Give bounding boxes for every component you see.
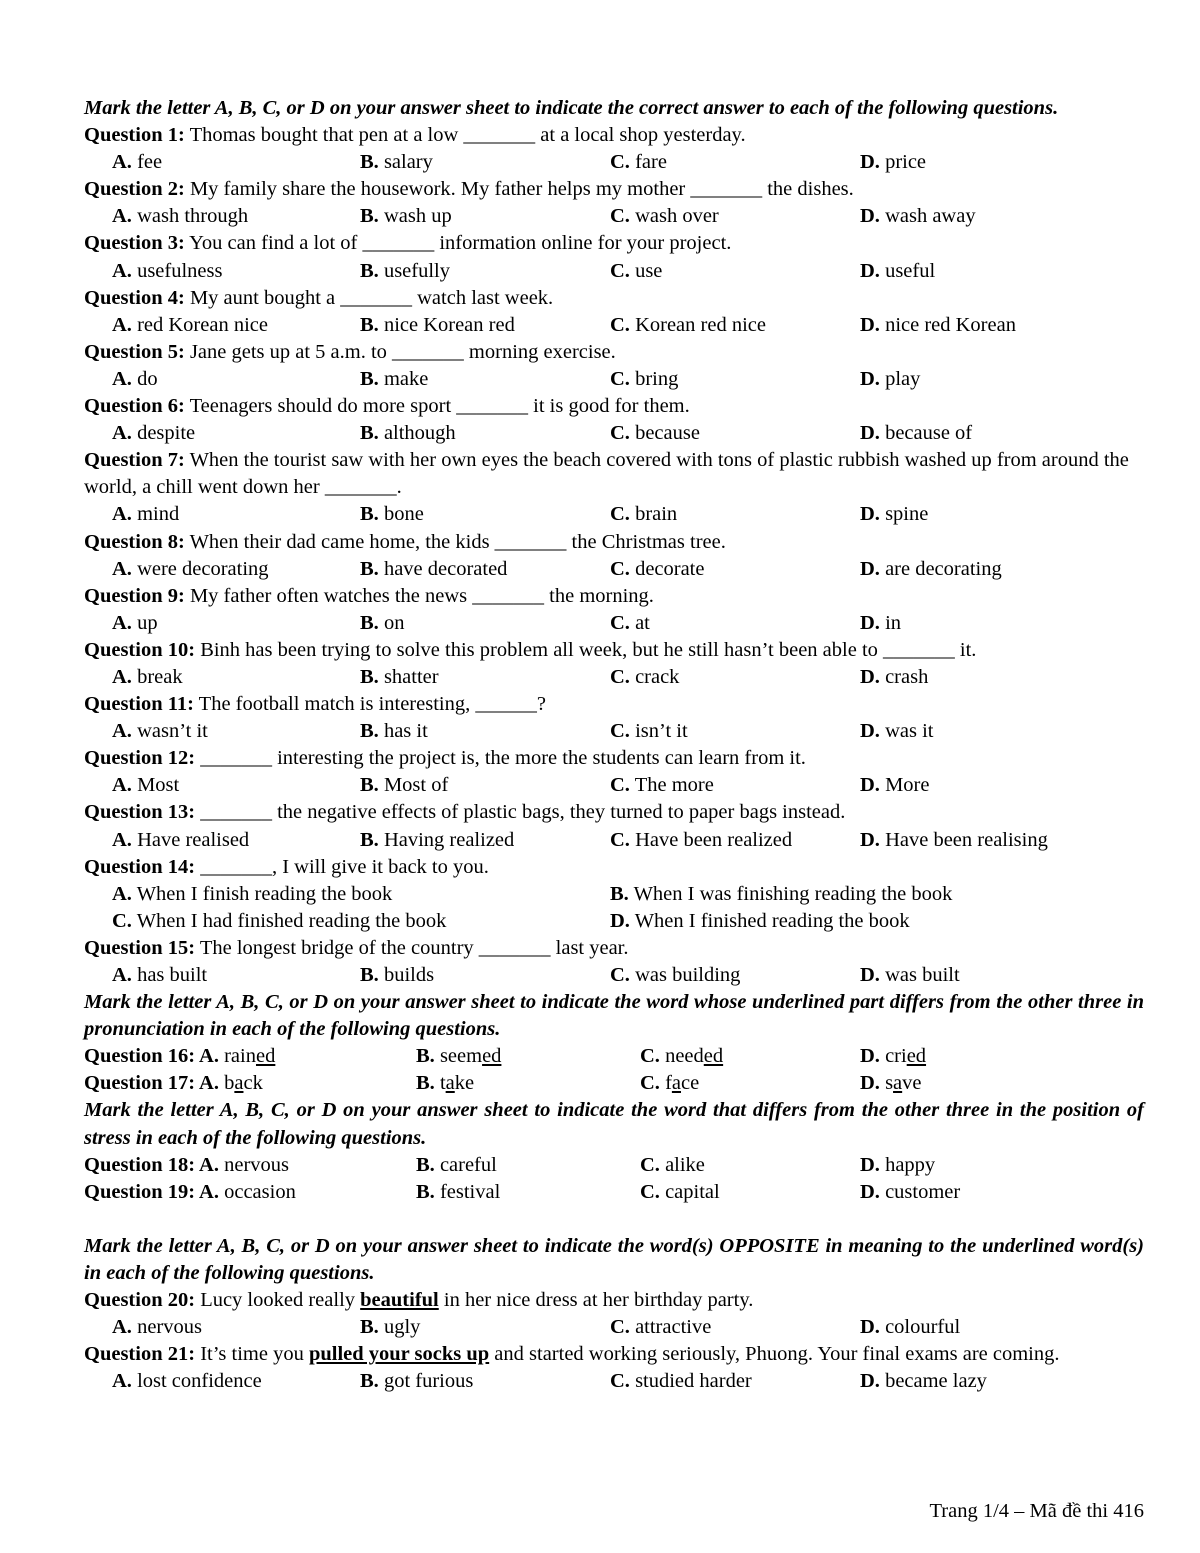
option-letter: C.: [112, 909, 132, 932]
question-text: My family share the housework. My father helps my mother _______ the dishes.: [184, 178, 854, 201]
option-b: B. salary: [360, 151, 433, 174]
option-letter: A.: [112, 665, 132, 688]
stress-row: [84, 1152, 1144, 1179]
option-letter: B.: [416, 1153, 435, 1176]
question-stem: Question 20: Lucy looked really beautiful in her nice dress at her birthday party.: [84, 1289, 754, 1312]
question-label: Question 12:: [84, 747, 196, 770]
question-label: Question 13:: [84, 801, 196, 824]
question-stem: [84, 854, 1144, 881]
option-letter: C.: [610, 313, 630, 336]
option-a: A. has built: [112, 964, 208, 986]
option-b: B. nice Korean red: [360, 313, 515, 336]
question-label: Question 15:: [84, 936, 196, 959]
option-letter: D.: [860, 1180, 880, 1203]
option-d: D. nice red Korean: [860, 313, 1016, 336]
option-letter: B.: [360, 774, 379, 797]
option-d: D. became lazy: [860, 1370, 987, 1393]
option-c: C. isn’t it: [610, 720, 688, 743]
options-row: [84, 501, 1144, 528]
option-a: A. despite: [112, 422, 196, 445]
option-letter: D.: [860, 611, 880, 634]
option-letter: D.: [860, 367, 880, 390]
question-text: Jane gets up at 5 a.m. to _______ morning exercise.: [184, 340, 616, 363]
option-letter: D.: [860, 1153, 880, 1176]
option-b: B. although: [360, 422, 456, 445]
option-c: C. Have been realized: [610, 828, 793, 851]
question-label: Question 2:: [84, 178, 185, 201]
option-a: A. red Korean nice: [112, 313, 268, 336]
option-letter: A.: [112, 367, 132, 390]
options-row: [84, 556, 1144, 583]
option-a: Question 19: A. occasion: [84, 1180, 296, 1203]
option-d: D. colourful: [860, 1316, 961, 1339]
option-letter: A.: [112, 151, 132, 174]
question-text: My father often watches the news _______ the morning.: [184, 584, 654, 607]
option-letter: B.: [360, 1316, 379, 1339]
option-letter: A.: [112, 1316, 132, 1339]
option-letter: B.: [360, 720, 379, 743]
question-text: The longest bridge of the country _______ last year.: [195, 936, 629, 959]
option-b: B. Most of: [360, 774, 449, 797]
option-d: D. save: [860, 1072, 922, 1095]
underlined-part: ed: [703, 1045, 724, 1068]
option-d: D. was built: [860, 964, 960, 986]
option-c: C. studied harder: [610, 1370, 752, 1393]
option-c: C. capital: [640, 1180, 720, 1203]
option-letter: B.: [360, 205, 379, 228]
options-row: [84, 827, 1144, 854]
option-c: C. The more: [610, 774, 714, 797]
option-letter: C.: [610, 828, 630, 851]
underlined-part: ed: [255, 1045, 276, 1068]
instruction-4: Mark the letter A, B, C, or D on your answer sheet to indicate the word(s) OPPOSITE in meaning to the underlined word(s) in each of the following questions.: [84, 1234, 1144, 1284]
question-label: Question 7:: [84, 449, 185, 472]
option-c: C. decorate: [610, 557, 705, 580]
option-d: D. cried: [860, 1045, 927, 1068]
option-letter: A.: [112, 557, 132, 580]
option-letter: D.: [860, 665, 880, 688]
options-row: [84, 772, 1144, 799]
option-d: D. spine: [860, 503, 929, 526]
underlined-phrase: beautiful: [360, 1289, 439, 1312]
option-a: A. nervous: [112, 1316, 202, 1339]
option-letter: A.: [112, 720, 132, 743]
instruction-1: Mark the letter A, B, C, or D on your answer sheet to indicate the correct answer to each of the following questions.: [84, 97, 1059, 119]
question-text: When their dad came home, the kids _______ the Christmas tree.: [184, 530, 726, 553]
option-letter: C.: [610, 720, 630, 743]
option-letter: D.: [860, 557, 880, 580]
question-stem: [84, 176, 1144, 203]
option-b: B. shatter: [360, 665, 439, 688]
option-c: C. was building: [610, 964, 741, 986]
option-d: D. crash: [860, 665, 929, 688]
option-a: A. wash through: [112, 205, 249, 228]
option-d: D. When I finished reading the book: [610, 909, 910, 932]
option-letter: C.: [610, 557, 630, 580]
option-a: A. were decorating: [112, 557, 269, 580]
underlined-part: ed: [906, 1045, 927, 1068]
stress-section: [84, 1152, 1144, 1206]
question-label: Question 6:: [84, 395, 185, 418]
option-b: B. bone: [360, 503, 424, 526]
underlined-part: a: [893, 1072, 903, 1095]
option-letter: A.: [112, 422, 132, 445]
option-a: A. wasn’t it: [112, 720, 208, 743]
options-row: [84, 962, 1144, 989]
option-letter: C.: [640, 1072, 660, 1095]
option-b: B. careful: [416, 1153, 497, 1176]
question-text: Thomas bought that pen at a low _______ at a local shop yesterday.: [184, 124, 746, 147]
option-b: B. have decorated: [360, 557, 508, 580]
option-a: Question 18: A. nervous: [84, 1153, 290, 1176]
option-a: A. usefulness: [112, 259, 223, 282]
option-letter: A.: [112, 964, 132, 986]
question-text: My aunt bought a _______ watch last week.: [184, 286, 554, 309]
option-letter: D.: [860, 1045, 880, 1068]
question-text: _______ the negative effects of plastic bags, they turned to paper bags instead.: [195, 801, 846, 824]
options-row: [84, 718, 1144, 745]
option-b: B. When I was finishing reading the book: [610, 882, 953, 905]
option-d: D. happy: [860, 1153, 936, 1176]
option-letter: A.: [112, 259, 132, 282]
question-label: Question 19: A.: [84, 1180, 219, 1203]
options-row: [84, 664, 1144, 691]
question-text: You can find a lot of _______ information online for your project.: [184, 232, 732, 255]
option-letter: D.: [860, 1370, 880, 1393]
option-letter: B.: [360, 367, 379, 390]
option-letter: D.: [860, 964, 880, 986]
options-row: [84, 881, 1144, 908]
option-letter: B.: [416, 1180, 435, 1203]
option-a: A. When I finish reading the book: [112, 882, 393, 905]
option-letter: B.: [360, 259, 379, 282]
options-row: [84, 203, 1144, 230]
option-b: B. on: [360, 611, 405, 634]
option-letter: B.: [360, 557, 379, 580]
option-letter: C.: [610, 151, 630, 174]
options-row: [84, 366, 1144, 393]
question-stem: [84, 339, 1144, 366]
option-c: C. Korean red nice: [610, 313, 766, 336]
option-b: B. got furious: [360, 1370, 474, 1393]
option-letter: A.: [112, 882, 132, 905]
option-c: C. use: [610, 259, 663, 282]
option-c: C. crack: [610, 665, 680, 688]
section-gap: [84, 1206, 1144, 1233]
option-c: C. needed: [640, 1045, 724, 1068]
option-letter: B.: [360, 503, 379, 526]
option-b: B. Having realized: [360, 828, 515, 851]
option-b: B. usefully: [360, 259, 450, 282]
option-d: D. was it: [860, 720, 934, 743]
option-letter: C.: [610, 259, 630, 282]
option-d: D. price: [860, 151, 927, 174]
pronunciation-section: [84, 1043, 1144, 1097]
question-label: Question 16: A.: [84, 1045, 219, 1068]
options-row: [84, 149, 1144, 176]
underlined-part: a: [671, 1072, 681, 1095]
question-label: Question 8:: [84, 530, 185, 553]
question-label: Question 20:: [84, 1289, 196, 1312]
option-a: A. break: [112, 665, 183, 688]
option-c: C. because: [610, 422, 700, 445]
option-letter: C.: [640, 1180, 660, 1203]
option-letter: D.: [860, 205, 880, 228]
option-letter: A.: [112, 1370, 132, 1393]
option-d: D. play: [860, 367, 921, 390]
opposite-section: [84, 1287, 1144, 1395]
option-a: Question 16: A. rained: [84, 1045, 276, 1068]
question-label: Question 21:: [84, 1343, 196, 1366]
option-a: A. mind: [112, 503, 180, 526]
option-b: B. make: [360, 367, 429, 390]
question-text: _______, I will give it back to you.: [195, 855, 489, 878]
option-d: D. Have been realising: [860, 828, 1048, 851]
question-text: The football match is interesting, ______?: [193, 693, 546, 716]
pronunciation-row: [84, 1043, 1144, 1070]
option-letter: C.: [610, 1316, 630, 1339]
option-letter: A.: [112, 503, 132, 526]
option-c: C. bring: [610, 367, 679, 390]
option-letter: C.: [610, 774, 630, 797]
options-row: [84, 312, 1144, 339]
option-letter: C.: [610, 964, 630, 986]
option-letter: D.: [860, 151, 880, 174]
stress-row: [84, 1179, 1144, 1206]
option-c: C. wash over: [610, 205, 719, 228]
option-a: A. fee: [112, 151, 163, 174]
question-label: Question 4:: [84, 286, 185, 309]
question-text: When the tourist saw with her own eyes the beach covered with tons of plastic rubbish washed up from around the world, a chill went down her _______.: [84, 449, 1129, 499]
option-letter: B.: [360, 313, 379, 336]
question-stem: [84, 285, 1144, 312]
option-letter: C.: [610, 367, 630, 390]
question-stem: [84, 529, 1144, 556]
option-letter: D.: [860, 313, 880, 336]
question-label: Question 1:: [84, 124, 185, 147]
option-letter: C.: [640, 1153, 660, 1176]
option-letter: D.: [860, 503, 880, 526]
option-letter: C.: [610, 422, 630, 445]
question-label: Question 9:: [84, 584, 185, 607]
question-stem: [84, 637, 1144, 664]
question-stem: [84, 230, 1144, 257]
option-d: D. are decorating: [860, 557, 1002, 580]
option-b: B. take: [416, 1072, 475, 1095]
option-letter: A.: [112, 611, 132, 634]
pronunciation-row: [84, 1070, 1144, 1097]
option-a: A. up: [112, 611, 158, 634]
option-letter: A.: [112, 828, 132, 851]
option-letter: D.: [610, 909, 630, 932]
question-stem: [84, 393, 1144, 420]
option-letter: D.: [860, 828, 880, 851]
question-text: Teenagers should do more sport _______ it is good for them.: [184, 395, 690, 418]
options-row: [84, 908, 1144, 935]
option-d: D. useful: [860, 259, 936, 282]
underlined-part: a: [445, 1072, 455, 1095]
question-stem: [84, 122, 1144, 149]
option-letter: B.: [360, 828, 379, 851]
option-letter: A.: [112, 205, 132, 228]
option-c: C. attractive: [610, 1316, 712, 1339]
question-stem: [84, 935, 1144, 962]
option-letter: D.: [860, 422, 880, 445]
exam-page: [84, 95, 1144, 1395]
option-d: D. because of: [860, 422, 973, 445]
question-stem: Question 21: It’s time you pulled your socks up and started working seriously, Phuong. Your final exams are coming.: [84, 1343, 1060, 1366]
question-label: Question 10:: [84, 638, 196, 661]
mcq-section: [84, 122, 1144, 989]
option-letter: C.: [610, 665, 630, 688]
underlined-part: a: [234, 1072, 244, 1095]
option-letter: C.: [610, 1370, 630, 1393]
question-label: Question 11:: [84, 693, 194, 716]
option-d: D. in: [860, 611, 902, 634]
options-row: [84, 610, 1144, 637]
option-a: Question 17: A. back: [84, 1072, 263, 1095]
option-a: A. Most: [112, 774, 180, 797]
option-b: B. wash up: [360, 205, 452, 228]
option-letter: A.: [112, 774, 132, 797]
option-b: B. has it: [360, 720, 428, 743]
question-stem: [84, 447, 1144, 501]
option-c: C. face: [640, 1072, 700, 1095]
option-letter: B.: [360, 151, 379, 174]
option-c: C. brain: [610, 503, 678, 526]
option-letter: B.: [360, 964, 379, 986]
option-letter: B.: [360, 665, 379, 688]
options-row: [84, 258, 1144, 285]
option-letter: B.: [610, 882, 629, 905]
instruction-2: Mark the letter A, B, C, or D on your answer sheet to indicate the word whose underlined part differs from the other three in pronunciation in each of the following questions.: [84, 991, 1144, 1041]
option-b: B. seemed: [416, 1045, 502, 1068]
option-c: C. fare: [610, 151, 667, 174]
option-a: A. lost confidence: [112, 1370, 262, 1393]
option-b: B. ugly: [360, 1316, 421, 1339]
option-letter: B.: [416, 1072, 435, 1095]
option-letter: C.: [640, 1045, 660, 1068]
option-letter: C.: [610, 503, 630, 526]
option-b: B. festival: [416, 1180, 501, 1203]
option-d: D. customer: [860, 1180, 961, 1203]
option-letter: C.: [610, 205, 630, 228]
question-text: _______ interesting the project is, the more the students can learn from it.: [195, 747, 806, 770]
option-letter: C.: [610, 611, 630, 634]
question-label: Question 18: A.: [84, 1153, 219, 1176]
option-d: D. More: [860, 774, 930, 797]
question-label: Question 3:: [84, 232, 185, 255]
option-c: C. at: [610, 611, 650, 634]
option-letter: D.: [860, 1316, 880, 1339]
underlined-part: ed: [482, 1045, 502, 1068]
question-label: Question 14:: [84, 855, 196, 878]
options-row: [84, 1314, 1144, 1341]
page-footer: Trang 1/4 – Mã đề thi 416: [929, 1500, 1144, 1522]
question-stem: [84, 691, 1144, 718]
option-letter: A.: [112, 313, 132, 336]
options-row: [84, 420, 1144, 447]
option-letter: D.: [860, 259, 880, 282]
options-row: [84, 1368, 1144, 1395]
question-stem: [84, 799, 1144, 826]
instruction-3: Mark the letter A, B, C, or D on your answer sheet to indicate the word that differs from the other three in the position of stress in each of the following questions.: [84, 1099, 1144, 1149]
option-letter: B.: [416, 1045, 435, 1068]
option-letter: B.: [360, 611, 379, 634]
option-letter: D.: [860, 774, 880, 797]
option-letter: D.: [860, 1072, 880, 1095]
underlined-phrase: pulled your socks up: [308, 1343, 490, 1366]
option-b: B. builds: [360, 964, 435, 986]
question-stem: [84, 583, 1144, 610]
option-letter: B.: [360, 422, 379, 445]
option-letter: B.: [360, 1370, 379, 1393]
question-stem: [84, 745, 1144, 772]
option-c: C. When I had finished reading the book: [112, 909, 447, 932]
option-letter: D.: [860, 720, 880, 743]
option-a: A. Have realised: [112, 828, 250, 851]
question-text: Binh has been trying to solve this problem all week, but he still hasn’t been able to _______ it.: [195, 638, 977, 661]
option-d: D. wash away: [860, 205, 976, 228]
option-c: C. alike: [640, 1153, 705, 1176]
question-label: Question 5:: [84, 340, 185, 363]
option-a: A. do: [112, 367, 158, 390]
question-label: Question 17: A.: [84, 1072, 219, 1095]
